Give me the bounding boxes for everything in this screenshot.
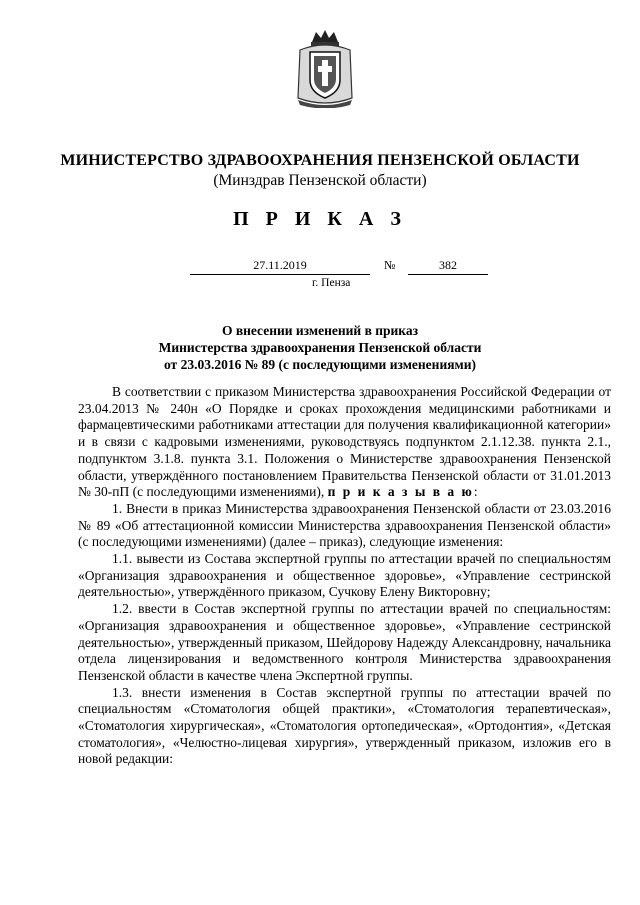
- title-line-2: Министерства здравоохранения Пензенской области: [158, 340, 482, 355]
- document-body: [78, 384, 611, 768]
- document-type-heading: П Р И К А З: [233, 208, 407, 230]
- document-city: г. Пенза: [312, 277, 351, 289]
- number-sign: №: [384, 258, 396, 272]
- paragraph-1-3: 1.3. внести изменения в Состав экспертной группы по аттестации врачей по специальностям «Стоматология общей практики», «Стоматология терапевтическая», «Стоматология хирургическая», «Стоматология ортопедическая», «Ортодонтия», «Детская стоматология», «Челюстно-лицевая хирургия», утвержденный приказом, изложив его в новой редакции:: [78, 684, 611, 767]
- title-line-3: от 23.03.2016 № 89 (с последующими изменениями): [163, 357, 476, 372]
- paragraph-1: 1. Внести в приказ Министерства здравоохранения Пензенской области от 23.03.2016 № 89 «Об аттестационной комиссии Министерства здравоохранения Пензенской области» (с последующими изменениями) (далее – приказ), следующие изменения:: [78, 500, 611, 550]
- paragraph-1-2: 1.2. ввести в Состав экспертной группы по аттестации врачей по специальностям: «Организация здравоохранения и общественное здоровье», «Управление сестринской деятельностью», утвержденный приказом, Шейдорову Надежду Александровну, начальника отдела лицензирования и ведомственного контроля Министерства здравоохранения Пензенской области в качестве члена Экспертной группы.: [78, 601, 611, 683]
- title-line-1: О внесении изменений в приказ: [221, 323, 419, 338]
- document-number: 382: [408, 258, 488, 275]
- preamble-end: :: [473, 484, 478, 500]
- organization-name: МИНИСТЕРСТВО ЗДРАВООХРАНЕНИЯ ПЕНЗЕНСКОЙ ОБЛАСТИ: [60, 152, 580, 169]
- preamble-paragraph: [78, 384, 611, 501]
- document-date: 27.11.2019: [190, 258, 370, 275]
- coat-of-arms-emblem: [294, 28, 356, 108]
- paragraph-1-1: 1.1. вывести из Состава экспертной группы по аттестации врачей по специальностям «Организация здравоохранения и общественное здоровье», «Управление сестринской деятельностью», утверждённого приказом, Сучкову Елену Викторовну;: [78, 551, 611, 600]
- document-title: [0, 322, 640, 373]
- preamble-text: В соответствии с приказом Министерства здравоохранения Российской Федерации от 23.04.2013 № 240н «О Порядке и сроках прохождения медицинскими работниками и фармацевтическими работниками аттестации для получения квалификационной категории» и в связи с кадровыми изменениями, руководствуясь подпунктом 2.1.12.38. пункта 2.1., подпунктом 3.1.8. пункта 3.1. Положения о Министерстве здравоохранения Пензенской области, утверждённого постановлением Правительства Пензенской области от 31.01.2013 № 30-пП (с последующими изменениями),: [78, 384, 611, 500]
- organization-short-name: (Минздрав Пензенской области): [213, 172, 427, 189]
- order-keyword: п р и к а з ы в а ю: [327, 484, 474, 500]
